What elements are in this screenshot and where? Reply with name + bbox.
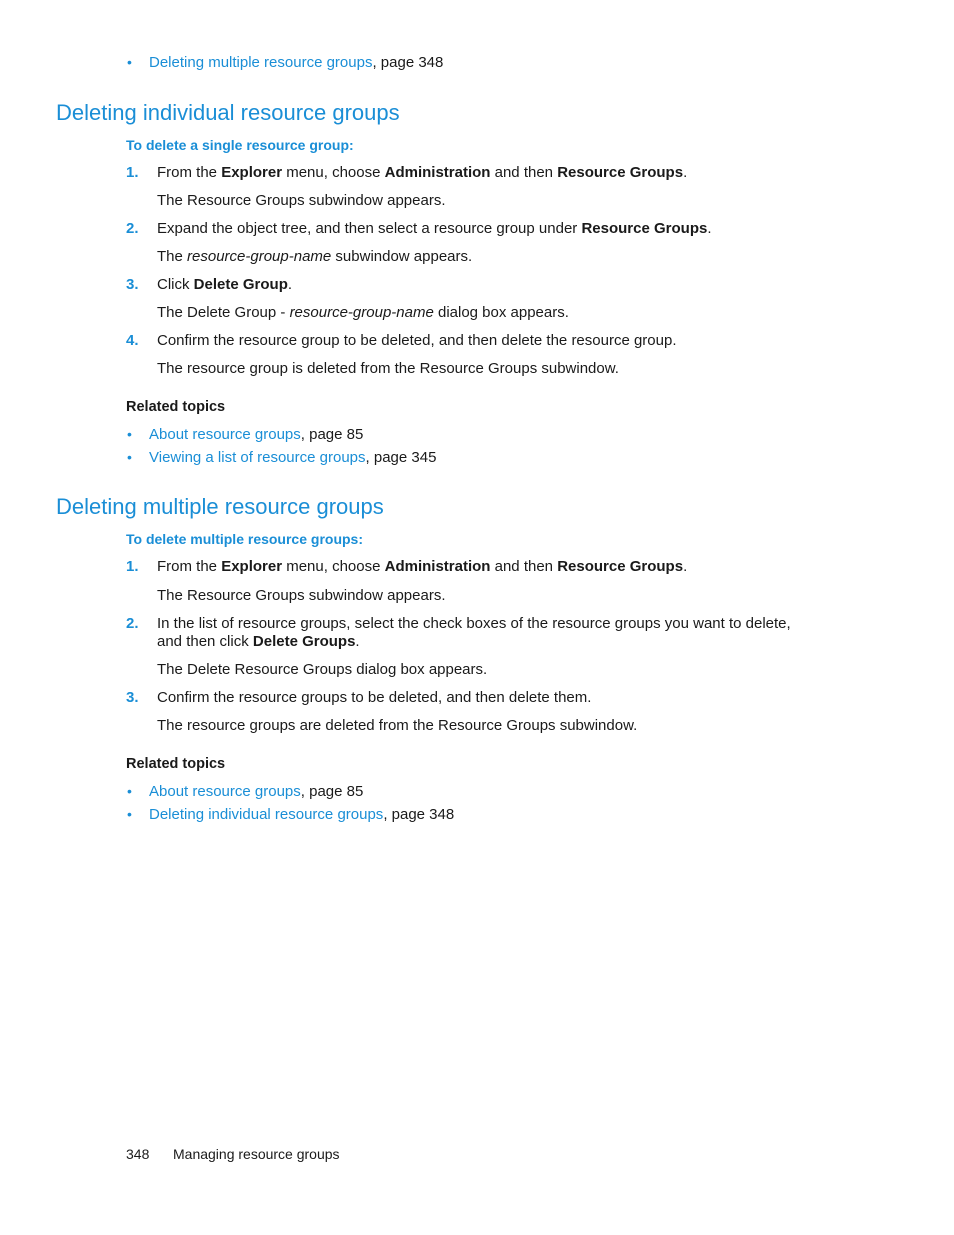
related-link-item: Viewing a list of resource groups, page 345 [149, 449, 437, 466]
chapter-title: Managing resource groups [173, 1146, 340, 1162]
step-text-continued: and then click Delete Groups. [157, 633, 360, 650]
step-text: Expand the object tree, and then select a resource group under Resource Groups. [157, 220, 712, 237]
step-number: 4. [126, 332, 139, 349]
related-link-item: About resource groups, page 85 [149, 783, 364, 800]
procedure-title: To delete a single resource group: [126, 137, 354, 153]
bullet-icon: • [127, 426, 132, 442]
step-number: 2. [126, 220, 139, 237]
step-text: From the Explorer menu, choose Administration and then Resource Groups. [157, 558, 688, 575]
procedure-title: To delete multiple resource groups: [126, 531, 364, 547]
topic-link[interactable]: About resource groups [149, 426, 301, 443]
related-link-item: About resource groups, page 85 [149, 426, 364, 443]
topic-link[interactable]: Viewing a list of resource groups [149, 449, 366, 466]
step-text: Confirm the resource groups to be deleted, and then delete them. [157, 689, 592, 706]
bullet-icon: • [127, 54, 132, 70]
step-result: The resource groups are deleted from the Resource Groups subwindow. [157, 717, 638, 734]
step-result: The resource-group-name subwindow appears. [157, 248, 473, 265]
step-result: The Resource Groups subwindow appears. [157, 587, 446, 604]
step-text: Confirm the resource group to be deleted, and then delete the resource group. [157, 332, 677, 349]
step-number: 3. [126, 276, 139, 293]
related-topics-title: Related topics [126, 756, 226, 772]
related-topics-title: Related topics [126, 399, 226, 415]
step-number: 1. [126, 558, 139, 575]
related-link-item: Deleting multiple resource groups, page 348 [149, 54, 444, 71]
step-result: The Delete Group - resource-group-name dialog box appears. [157, 304, 569, 321]
bullet-icon: • [127, 806, 132, 822]
related-link-item: Deleting individual resource groups, page 348 [149, 806, 455, 823]
step-result: The Resource Groups subwindow appears. [157, 192, 446, 209]
topic-link[interactable]: About resource groups [149, 783, 301, 800]
step-text: In the list of resource groups, select the check boxes of the resource groups you want to delete, [157, 615, 791, 632]
step-result: The Delete Resource Groups dialog box appears. [157, 661, 488, 678]
step-text: From the Explorer menu, choose Administration and then Resource Groups. [157, 164, 688, 181]
page-number: 348 [126, 1146, 150, 1162]
topic-link[interactable]: Deleting individual resource groups [149, 806, 384, 823]
section-heading: Deleting multiple resource groups [56, 494, 384, 519]
step-text: Click Delete Group. [157, 276, 293, 293]
topic-link[interactable]: Deleting multiple resource groups [149, 54, 373, 71]
step-number: 1. [126, 164, 139, 181]
bullet-icon: • [127, 449, 132, 465]
step-number: 2. [126, 615, 139, 632]
step-result: The resource group is deleted from the Resource Groups subwindow. [157, 360, 619, 377]
bullet-icon: • [127, 783, 132, 799]
section-heading: Deleting individual resource groups [56, 100, 400, 125]
step-number: 3. [126, 689, 139, 706]
